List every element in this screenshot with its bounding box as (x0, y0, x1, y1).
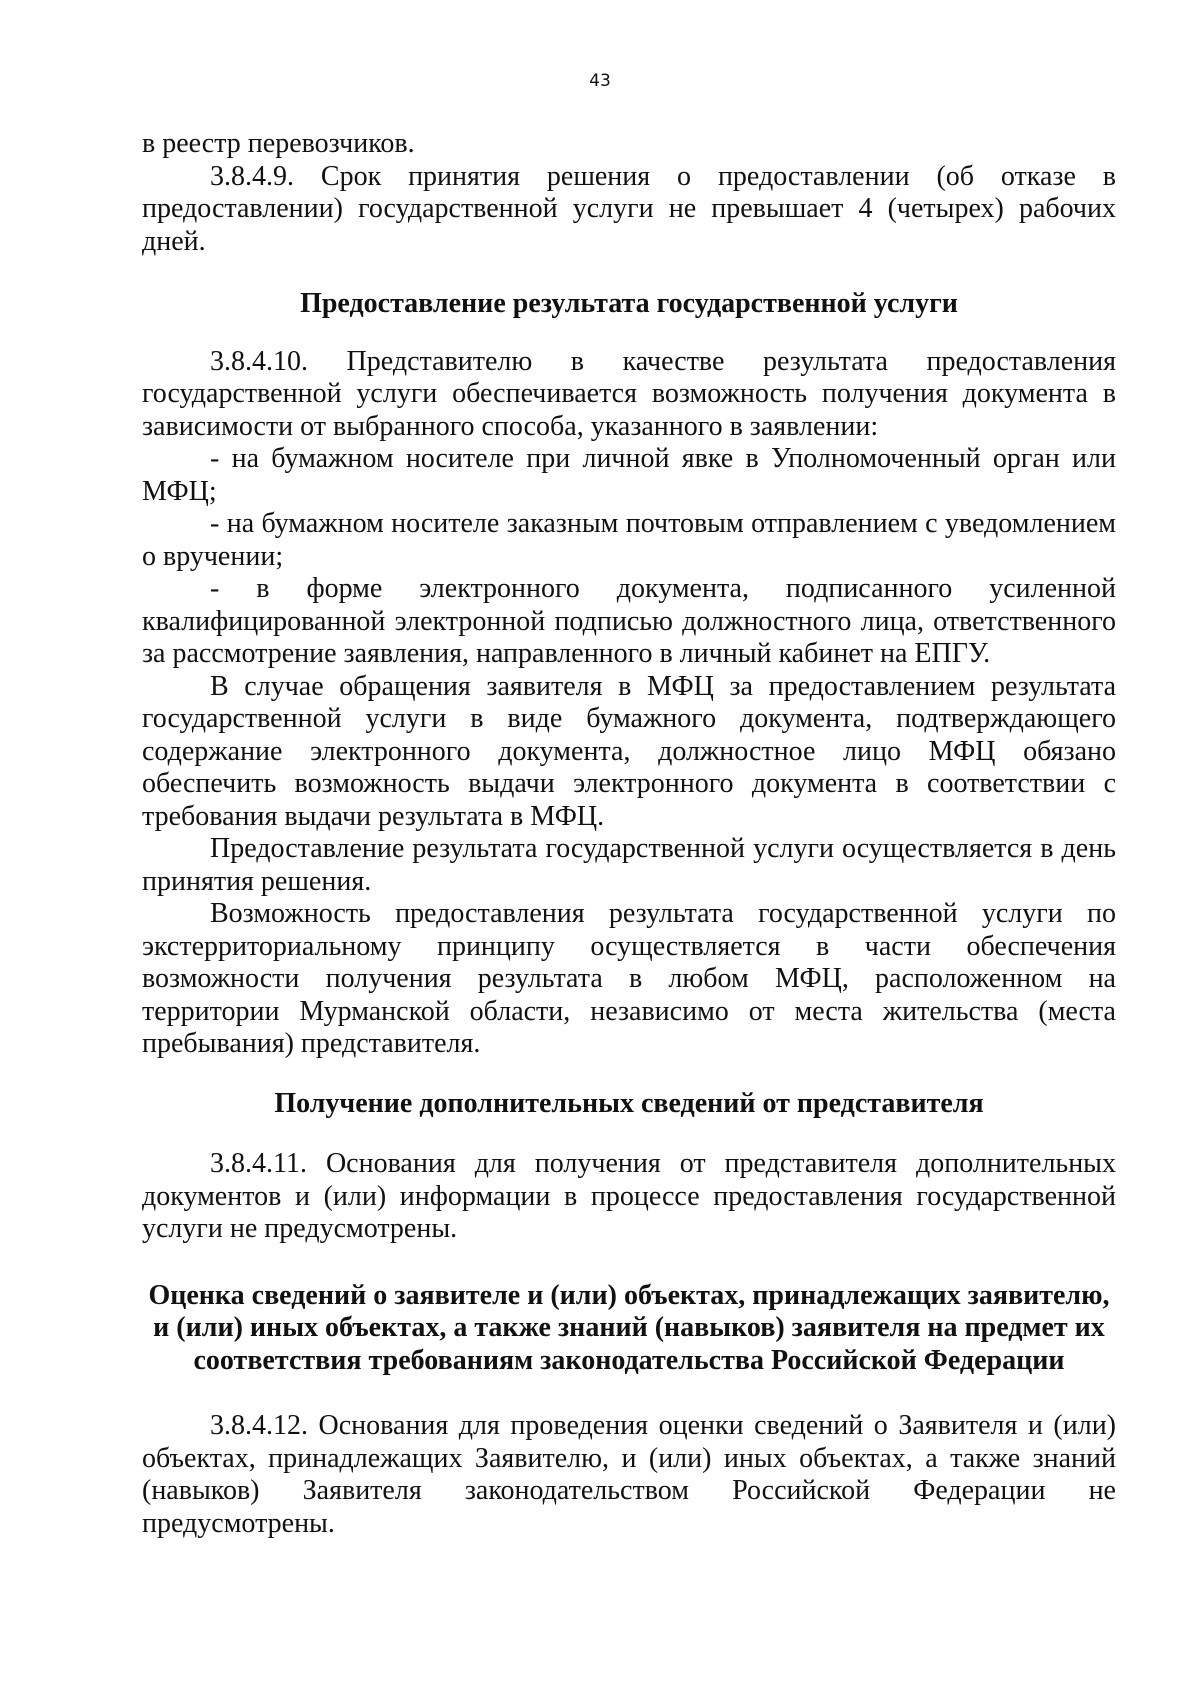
section-heading-result: Предоставление результата государственной услуги (300, 288, 958, 319)
list-item-paper-in-person: - на бумажном носителе при личной явке в Уполномоченный орган или МФЦ; (142, 443, 1116, 507)
paragraph-mfc-request: В случае обращения заявителя в МФЦ за предоставлением результата государственной услуги в виде бумажного документа, подтверждающего содержание электронного документа, должностное лицо МФЦ обязано обеспечить возможность выдачи электронного документа в соответствии с требования выдачи результата в МФЦ. (142, 670, 1116, 832)
heading-line: Оценка сведений о заявителе и (или) объектах, принадлежащих заявителю, (148, 1279, 1110, 1311)
paragraph-result-day: Предоставление результата государственной услуги осуществляется в день принятия решения. (142, 833, 1116, 897)
paragraph-3-8-4-10: 3.8.4.10. Представителю в качестве результата предоставления государственной услуги обеспечивается возможность получения документа в зависимости от выбранного способа, указанного в заявлении: (142, 345, 1116, 442)
list-item-electronic: - в форме электронного документа, подписанного усиленной квалифицированной электронной подписью должностного лица, ответственного за рассмотрение заявления, направленного в личный кабинет на ЕПГУ. (142, 573, 1116, 669)
section-heading-assessment (142, 1280, 1116, 1378)
list-item-paper-mail: - на бумажном носителе заказным почтовым отправлением с уведомлением о вручении; (142, 508, 1116, 572)
heading-line: и (или) иных объектах, а также знаний (навыков) заявителя на предмет их (153, 1312, 1105, 1343)
section-heading-additional-info: Получение дополнительных сведений от представителя (274, 1087, 984, 1119)
page-number: 43 (589, 71, 611, 91)
document-body (142, 128, 1116, 1540)
paragraph-3-8-4-9: 3.8.4.9. Срок принятия решения о предоставлении (об отказе в предоставлении) государственной услуги не превышает 4 (четырех) рабочих дней. (142, 160, 1116, 257)
heading-line: соответствия требованиям законодательства Российской Федерации (193, 1344, 1065, 1376)
paragraph-3-8-4-11: 3.8.4.11. Основания для получения от представителя дополнительных документов и (или) информации в процессе предоставления государственной услуги не предусмотрены. (142, 1148, 1116, 1244)
paragraph-continuation: в реестр перевозчиков. (142, 128, 415, 159)
paragraph-3-8-4-12: 3.8.4.12. Основания для проведения оценки сведений о Заявителя и (или) объектах, принадлежащих Заявителю, и (или) иных объектах, а также знаний (навыков) Заявителя законодательством Российской Федерации не предусмотрены. (142, 1410, 1116, 1539)
paragraph-extraterritorial: Возможность предоставления результата государственной услуги по экстерриториальному принципу осуществляется в части обеспечения возможности получения результата в любом МФЦ, расположенном на территории Мурманской области, независимо от места жительства (места пребывания) представителя. (142, 898, 1116, 1059)
